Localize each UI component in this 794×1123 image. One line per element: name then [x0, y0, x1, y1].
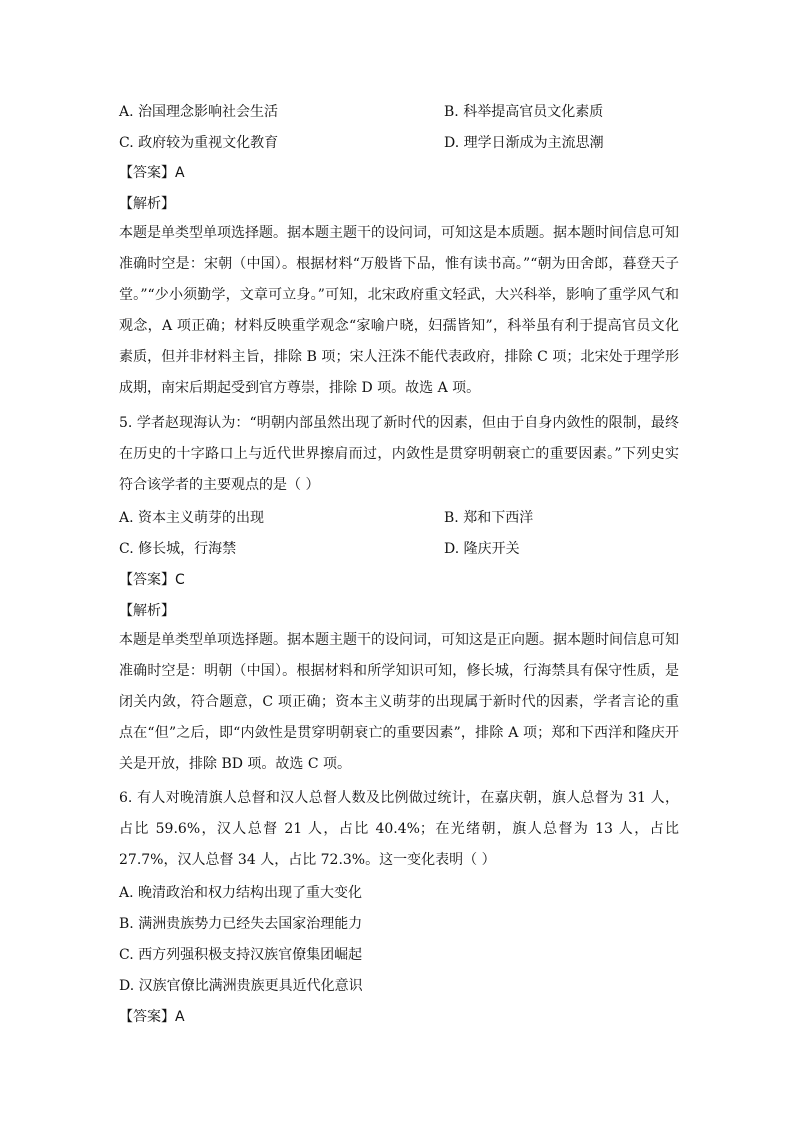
q5-option-b: B. 郑和下西洋: [444, 510, 534, 526]
q5-option-a: A. 资本主义萌芽的出现: [119, 510, 265, 526]
q6-answer: 【答案】A: [119, 1009, 185, 1025]
q5-stem: 5. 学者赵现海认为：“明朝内部虽然出现了新时代的因素，但由于自身内敛性的限制，最终在历史的十字路口上与近代世界擦肩而过，内敛性是贯穿明朝衰亡的重要因素。”下列史实符合该学者的主要观点的是（ ）: [119, 415, 679, 493]
q6-option-b: B. 满洲贵族势力已经失去国家治理能力: [119, 916, 363, 932]
q5-answer: 【答案】C: [119, 572, 185, 588]
q5-option-c: C. 修长城，行海禁: [119, 541, 237, 557]
q4-option-d: D. 理学日渐成为主流思潮: [444, 135, 604, 151]
q4-analysis-label: 【解析】: [119, 196, 175, 212]
q6-stem: 6. 有人对晚清旗人总督和汉人总督人数及比例做过统计，在嘉庆朝，旗人总督为 31 人，占比 59.6%，汉人总督 21 人，占比 40.4%；在光绪朝，旗人总督为 13 人，占比 27.7%，汉人总督 34 人，占比 72.3%。这一变化表明（ ）: [119, 790, 679, 868]
q5-analysis: 本题是单类型单项选择题。据本题主题干的设问词，可知这是正向题。据本题时间信息可知准确时空是：明朝（中国）。根据材料和所学知识可知，修长城，行海禁具有保守性质，是闭关内敛，符合题意，C 项正确；资本主义萌芽的出现属于新时代的因素，学者言论的重点在“但”之后，即“内敛性是贯穿明朝衰亡的重要因素”，排除 A 项；郑和下西洋和隆庆开关是开放，排除 BD 项。故选 C 项。: [119, 632, 679, 772]
q5-analysis-label: 【解析】: [119, 603, 175, 619]
q5-option-d: D. 隆庆开关: [444, 541, 520, 557]
q4-analysis: 本题是单类型单项选择题。据本题主题干的设问词，可知这是本质题。据本题时间信息可知准确时空是：宋朝（中国）。根据材料“万般皆下品，惟有读书高。”“朝为田舍郎，暮登天子堂。”“少小须勤学，文章可立身。”可知，北宋政府重文轻武，大兴科举，影响了重学风气和观念，A 项正确；材料反映重学观念“家喻户晓，妇孺皆知”，科举虽有利于提高官员文化素质，但并非材料主旨，排除 B 项；宋人汪洙不能代表政府，排除 C 项；北宋处于理学形成期，南宋后期起受到官方尊崇，排除 D 项。故选 A 项。: [119, 225, 679, 396]
q6-option-d: D. 汉族官僚比满洲贵族更具近代化意识: [119, 978, 363, 994]
q4-option-b: B. 科举提高官员文化素质: [444, 104, 604, 120]
q6-option-c: C. 西方列强积极支持汉族官僚集团崛起: [119, 947, 363, 963]
q6-option-a: A. 晚清政治和权力结构出现了重大变化: [119, 885, 363, 901]
q4-answer: 【答案】A: [119, 165, 185, 181]
q4-option-c: C. 政府较为重视文化教育: [119, 135, 279, 151]
q4-option-a: A. 治国理念影响社会生活: [119, 104, 279, 120]
